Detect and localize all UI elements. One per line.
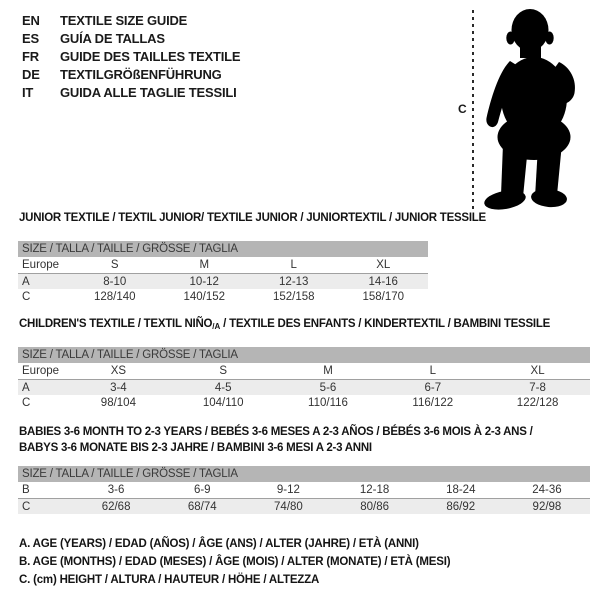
children-table-title: [19, 318, 550, 331]
size-cell: L: [290, 259, 297, 271]
height-cell: 116/122: [412, 397, 454, 409]
table-row-c: [18, 395, 590, 411]
height-cell: 122/128: [516, 397, 559, 409]
size-cell: L: [429, 365, 436, 377]
size-cell: XL: [376, 259, 391, 271]
height-cell: 80/86: [360, 500, 389, 513]
size-cell: M: [199, 259, 210, 271]
height-cell: 86/92: [446, 500, 476, 513]
height-cell: 110/116: [308, 397, 348, 409]
language-guide-item-de: [22, 65, 240, 83]
children-title-subscript: /A: [212, 322, 221, 331]
language-guide-item-en: [22, 11, 240, 29]
table-row-a: [18, 379, 590, 395]
language-guide-item-fr: [22, 47, 240, 65]
table-row-b: [18, 482, 590, 498]
babies-title-line2: BABYS 3-6 MONATE BIS 2-3 JAHRE / BAMBINI 3-6 MESI A 2-3 ANNI: [19, 442, 372, 454]
children-title-pre: CHILDREN'S TEXTILE / TEXTIL NIÑO: [19, 318, 213, 330]
size-cell: M: [323, 365, 333, 377]
age-cell: 3-4: [110, 381, 127, 394]
language-guide-list: [22, 11, 240, 101]
language-code: DE: [22, 66, 40, 82]
baby-silhouette-image: [465, 4, 595, 214]
height-cell: 62/68: [101, 500, 131, 513]
age-cell: 12-13: [279, 275, 309, 288]
height-cell: 128/140: [93, 291, 136, 303]
footnote-b-age-months: B. AGE (MONTHS) / EDAD (MESES) / ÂGE (MOIS) / ALTER (MONATE) / ETÀ (MESI): [19, 556, 451, 568]
row-label: Europe: [22, 259, 60, 271]
babies-title-line1: BABIES 3-6 MONTH TO 2-3 YEARS / BEBÉS 3-6 MESES A 2-3 AÑOS / BÉBÉS 3-6 MOIS À 2-3 ANS /: [19, 426, 533, 438]
height-cell: 74/80: [274, 500, 303, 513]
table-row-europe: [18, 257, 428, 273]
height-cell: 104/110: [202, 397, 244, 409]
row-label: C: [22, 397, 31, 409]
age-cell: 3-6: [107, 484, 125, 496]
age-cell: 5-6: [319, 381, 337, 394]
age-cell: 6-9: [193, 484, 211, 496]
age-cell: 14-16: [368, 275, 398, 288]
children-size-table: [18, 347, 590, 411]
row-label: A: [22, 275, 30, 288]
size-header-band: SIZE / TALLA / TAILLE / GRÖSSE / TAGLIA: [18, 347, 590, 363]
language-guide-item-es: [22, 29, 240, 47]
language-guide-item-it: [22, 83, 240, 101]
age-cell: 4-5: [214, 381, 232, 394]
language-code: FR: [22, 48, 39, 64]
guide-title-de: TEXTILGRÖßENFÜHRUNG: [60, 66, 222, 82]
language-code: IT: [22, 84, 34, 100]
guide-title-es: GUÍA DE TALLAS: [60, 30, 165, 46]
size-header-band: SIZE / TALLA / TAILLE / GRÖSSE / TAGLIA: [18, 466, 590, 482]
junior-table-title: JUNIOR TEXTILE / TEXTIL JUNIOR/ TEXTILE JUNIOR / JUNIORTEXTIL / JUNIOR TESSILE: [19, 212, 486, 224]
row-label: A: [22, 381, 30, 394]
junior-size-table: [18, 241, 428, 305]
size-cell: S: [110, 259, 119, 271]
footnote-a-age-years: A. AGE (YEARS) / EDAD (AÑOS) / ÂGE (ANS) / ALTER (JAHRE) / ETÀ (ANNI): [19, 538, 419, 550]
guide-title-en: TEXTILE SIZE GUIDE: [60, 12, 188, 28]
age-cell: 7-8: [529, 381, 546, 394]
age-cell: 9-12: [276, 484, 300, 496]
height-cell: 158/170: [362, 291, 405, 303]
row-label: C: [22, 500, 31, 513]
babies-size-table: [18, 466, 590, 514]
age-cell: 12-18: [359, 484, 390, 496]
babies-table-title: [19, 424, 533, 456]
age-cell: 24-36: [532, 484, 562, 496]
age-cell: 10-12: [189, 275, 219, 288]
age-cell: 8-10: [103, 275, 127, 288]
language-code: EN: [22, 12, 40, 28]
size-cell: XS: [110, 365, 127, 377]
table-row-c: [18, 498, 590, 514]
height-cell: 92/98: [532, 500, 562, 513]
size-cell: XL: [530, 365, 545, 377]
size-cell: S: [219, 365, 228, 377]
row-label: B: [22, 484, 30, 496]
height-cell: 98/104: [100, 397, 136, 409]
row-label: Europe: [22, 365, 60, 377]
size-header-band: SIZE / TALLA / TAILLE / GRÖSSE / TAGLIA: [18, 241, 428, 257]
guide-title-it: GUIDA ALLE TAGLIE TESSILI: [60, 84, 237, 100]
row-label: C: [22, 291, 31, 303]
language-code: ES: [22, 30, 39, 46]
height-cell: 140/152: [183, 291, 226, 303]
height-cell: 152/158: [272, 291, 315, 303]
footnote-c-height: C. (cm) HEIGHT / ALTURA / HAUTEUR / HÖHE / ALTEZZA: [19, 574, 320, 586]
guide-title-fr: GUIDE DES TAILLES TEXTILE: [60, 48, 241, 64]
table-row-europe: [18, 363, 590, 379]
measure-legend: [19, 535, 450, 589]
height-measure-label-c: C: [458, 102, 467, 116]
children-title-post: / TEXTILE DES ENFANTS / KINDERTEXTIL / BAMBINI TESSILE: [220, 318, 551, 330]
height-cell: 68/74: [187, 500, 217, 513]
age-cell: 18-24: [446, 484, 476, 496]
table-row-a: [18, 273, 428, 289]
table-row-c: [18, 289, 428, 305]
age-cell: 6-7: [424, 381, 442, 394]
